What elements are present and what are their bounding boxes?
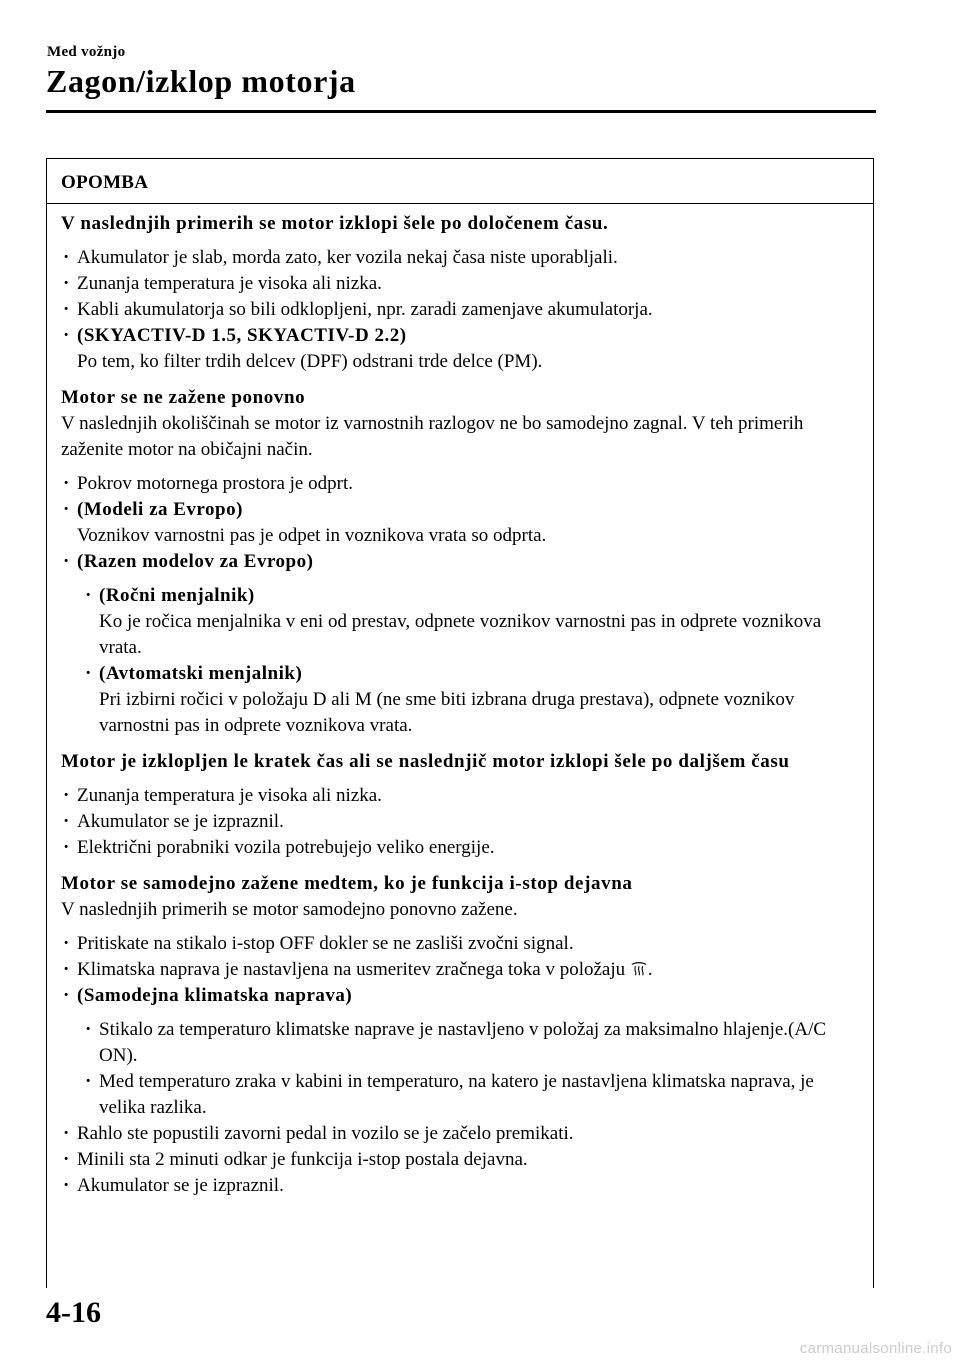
list-item: · Zunanja temperatura je visoka ali nizka.	[63, 273, 382, 294]
intro-heading: V naslednjih primerih se motor izklopi šele po določenem času.	[61, 213, 609, 234]
list-item: · Akumulator je slab, morda zato, ker vozila nekaj časa niste uporabljali.	[63, 247, 618, 268]
restart-list	[61, 471, 851, 739]
note-divider	[47, 203, 873, 204]
list-item: · Rahlo ste popustili zavorni pedal in vozilo se je začelo premikati.	[63, 1123, 574, 1144]
header-divider	[46, 110, 876, 113]
intro-list	[61, 245, 851, 375]
list-item: · (Ročni menjalnik) Ko je ročica menjalnika v eni od prestav, odpnete voznikov varnostni pas in odprete voznikova vrata.	[85, 585, 822, 658]
list-item: · Med temperaturo zraka v kabini in temperaturo, na katero je nastavljena klimatska naprava, je velika razlika.	[85, 1071, 814, 1118]
list-item: · (Modeli za Evropo) Voznikov varnostni pas je odpet in voznikova vrata so odprta.	[63, 499, 547, 546]
restart-heading: Motor se ne zažene ponovno	[61, 387, 306, 408]
note-label: OPOMBA	[61, 172, 149, 193]
list-item: · Zunanja temperatura je visoka ali nizka.	[63, 785, 382, 806]
auto-restart-heading: Motor se samodejno zažene medtem, ko je funkcija i-stop dejavna	[61, 873, 633, 894]
ac-sublist	[61, 1017, 851, 1121]
windshield-defrost-icon	[630, 959, 648, 977]
page-title: Zagon/izklop motorja	[46, 63, 356, 99]
list-item: · (SKYACTIV-D 1.5, SKYACTIV-D 2.2) Po tem, ko filter trdih delcev (DPF) odstrani trde delce (PM).	[63, 325, 543, 372]
list-item: · Električni porabniki vozila potrebujejo veliko energije.	[63, 837, 495, 858]
list-item: · (Razen modelov za Evropo) · (Ročni menjalnik) Ko je ročica menjalnika v eni od prestav, odpnete voznikov varnostni pas in odprete voznikova vrata. · (Avtomatski menjalnik) Pri izbirni ročici v položaju D ali M (ne sme biti izbrana druga prestava), odpnete voznikov varnostni pas in odprete voznikova vrata.	[61, 549, 851, 739]
auto-restart-list	[61, 931, 851, 1199]
list-item: · Akumulator se je izpraznil.	[63, 1175, 284, 1196]
list-item: · (Samodejna klimatska naprava) · Stikalo za temperaturo klimatske naprave je nastavljeno v položaj za maksimalno hlajenje.(A/C ON). · Med temperaturo zraka v kabini in temperaturo, na katero je nastavljena klimatska naprava, je velika razlika.	[61, 983, 851, 1121]
list-item: · Klimatska naprava je nastavljena na usmeritev zračnega toka v položaju .	[63, 959, 653, 980]
list-item: · Akumulator se je izpraznil.	[63, 811, 284, 832]
restart-text: V naslednjih okoliščinah se motor iz varnostnih razlogov ne bo samodejno zagnal. V teh primerih zaženite motor na običajni način.	[61, 413, 804, 460]
list-item: · Pritiskate na stikalo i-stop OFF dokler se ne zasliši zvočni signal.	[63, 933, 574, 954]
short-stop-list	[61, 783, 851, 861]
page-number: 4-16	[46, 1296, 101, 1329]
note-box	[46, 158, 874, 1288]
short-stop-heading: Motor je izklopljen le kratek čas ali se naslednjič motor izklopi šele po daljšem času	[61, 751, 790, 772]
auto-restart-text: V naslednjih primerih se motor samodejno ponovno zažene.	[61, 899, 518, 920]
list-item: · (Avtomatski menjalnik) Pri izbirni ročici v položaju D ali M (ne sme biti izbrana druga prestava), odpnete voznikov varnostni pas in odprete voznikova vrata.	[85, 663, 795, 736]
section-label: Med vožnjo	[47, 44, 126, 60]
list-item: · Minili sta 2 minuti odkar je funkcija i-stop postala dejavna.	[63, 1149, 528, 1170]
list-item: · Stikalo za temperaturo klimatske naprave je nastavljeno v položaj za maksimalno hlajenje.(A/C ON).	[85, 1019, 827, 1066]
watermark: carmanualsonline.info	[799, 1340, 952, 1357]
restart-sublist	[61, 583, 851, 739]
note-content	[61, 211, 851, 1199]
list-item: · Kabli akumulatorja so bili odklopljeni, npr. zaradi zamenjave akumulatorja.	[63, 299, 653, 320]
list-item: · Pokrov motornega prostora je odprt.	[63, 473, 353, 494]
